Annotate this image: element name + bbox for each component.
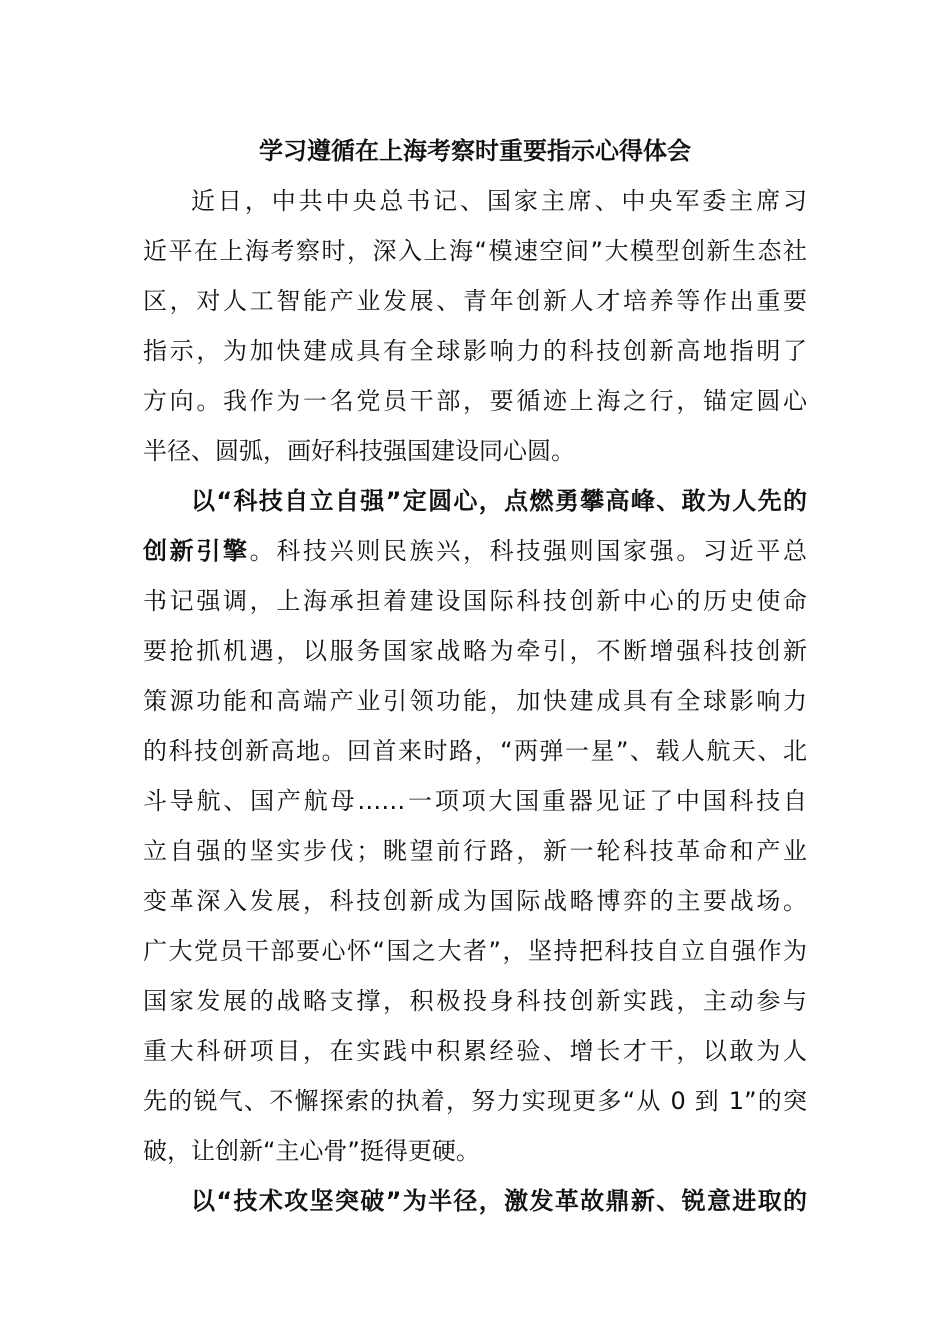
paragraph-2-line: 破，让创新“主心骨”挺得更硬。	[143, 1137, 480, 1165]
paragraph-2-line: 重大科研项目，在实践中积累经验、增长才干，以敢为人	[143, 1037, 807, 1065]
paragraph-2-line: 立自强的坚实步伐；眺望前行路，新一轮科技革命和产业	[143, 837, 807, 865]
paragraph-1-line: 半径、圆弧，画好科技强国建设同心圆。	[143, 437, 575, 465]
document-body	[143, 176, 807, 1226]
paragraph-2-line	[143, 526, 807, 576]
paragraph-2-line: 斗导航、国产航母……一项项大国重器见证了中国科技自	[143, 787, 807, 815]
paragraph-3-heading: 以“技术攻坚突破”为半径，激发革故鼎新、锐意进取的	[191, 1187, 807, 1215]
paragraph-2-line: 策源功能和高端产业引领功能，加快建成具有全球影响力	[143, 687, 807, 715]
paragraph-2-heading-end: 创新引擎	[143, 537, 250, 565]
paragraph-2-line: 书记强调，上海承担着建设国际科技创新中心的历史使命	[143, 587, 807, 615]
paragraph-1-line: 区，对人工智能产业发展、青年创新人才培养等作出重要	[143, 287, 807, 315]
paragraph-1-line: 近平在上海考察时，深入上海“模速空间”大模型创新生态社	[143, 237, 807, 265]
paragraph-2-line-text: 。科技兴则民族兴，科技强则国家强。习近平总	[249, 537, 807, 565]
paragraph-1-line: 近日，中共中央总书记、国家主席、中央军委主席习	[191, 187, 807, 215]
paragraph-2-line: 先的锐气、不懈探索的执着，努力实现更多“从 0 到 1”的突	[143, 1087, 807, 1115]
paragraph-2-line: 的科技创新高地。回首来时路，“两弹一星”、载人航天、北	[143, 737, 807, 765]
paragraph-1-line: 方向。我作为一名党员干部，要循迹上海之行，锚定圆心	[143, 387, 807, 415]
paragraph-2-line: 国家发展的战略支撑，积极投身科技创新实践，主动参与	[143, 987, 807, 1015]
paragraph-2-line: 变革深入发展，科技创新成为国际战略博弈的主要战场。	[143, 887, 807, 915]
paragraph-1-line: 指示，为加快建成具有全球影响力的科技创新高地指明了	[143, 337, 807, 365]
document-title: 学习遵循在上海考察时重要指示心得体会	[259, 137, 691, 165]
paragraph-2-heading: 以“科技自立自强”定圆心，点燃勇攀高峰、敢为人先的	[191, 487, 807, 515]
paragraph-2-line: 要抢抓机遇，以服务国家战略为牵引，不断增强科技创新	[143, 637, 807, 665]
paragraph-2-line: 广大党员干部要心怀“国之大者”，坚持把科技自立自强作为	[143, 937, 807, 965]
